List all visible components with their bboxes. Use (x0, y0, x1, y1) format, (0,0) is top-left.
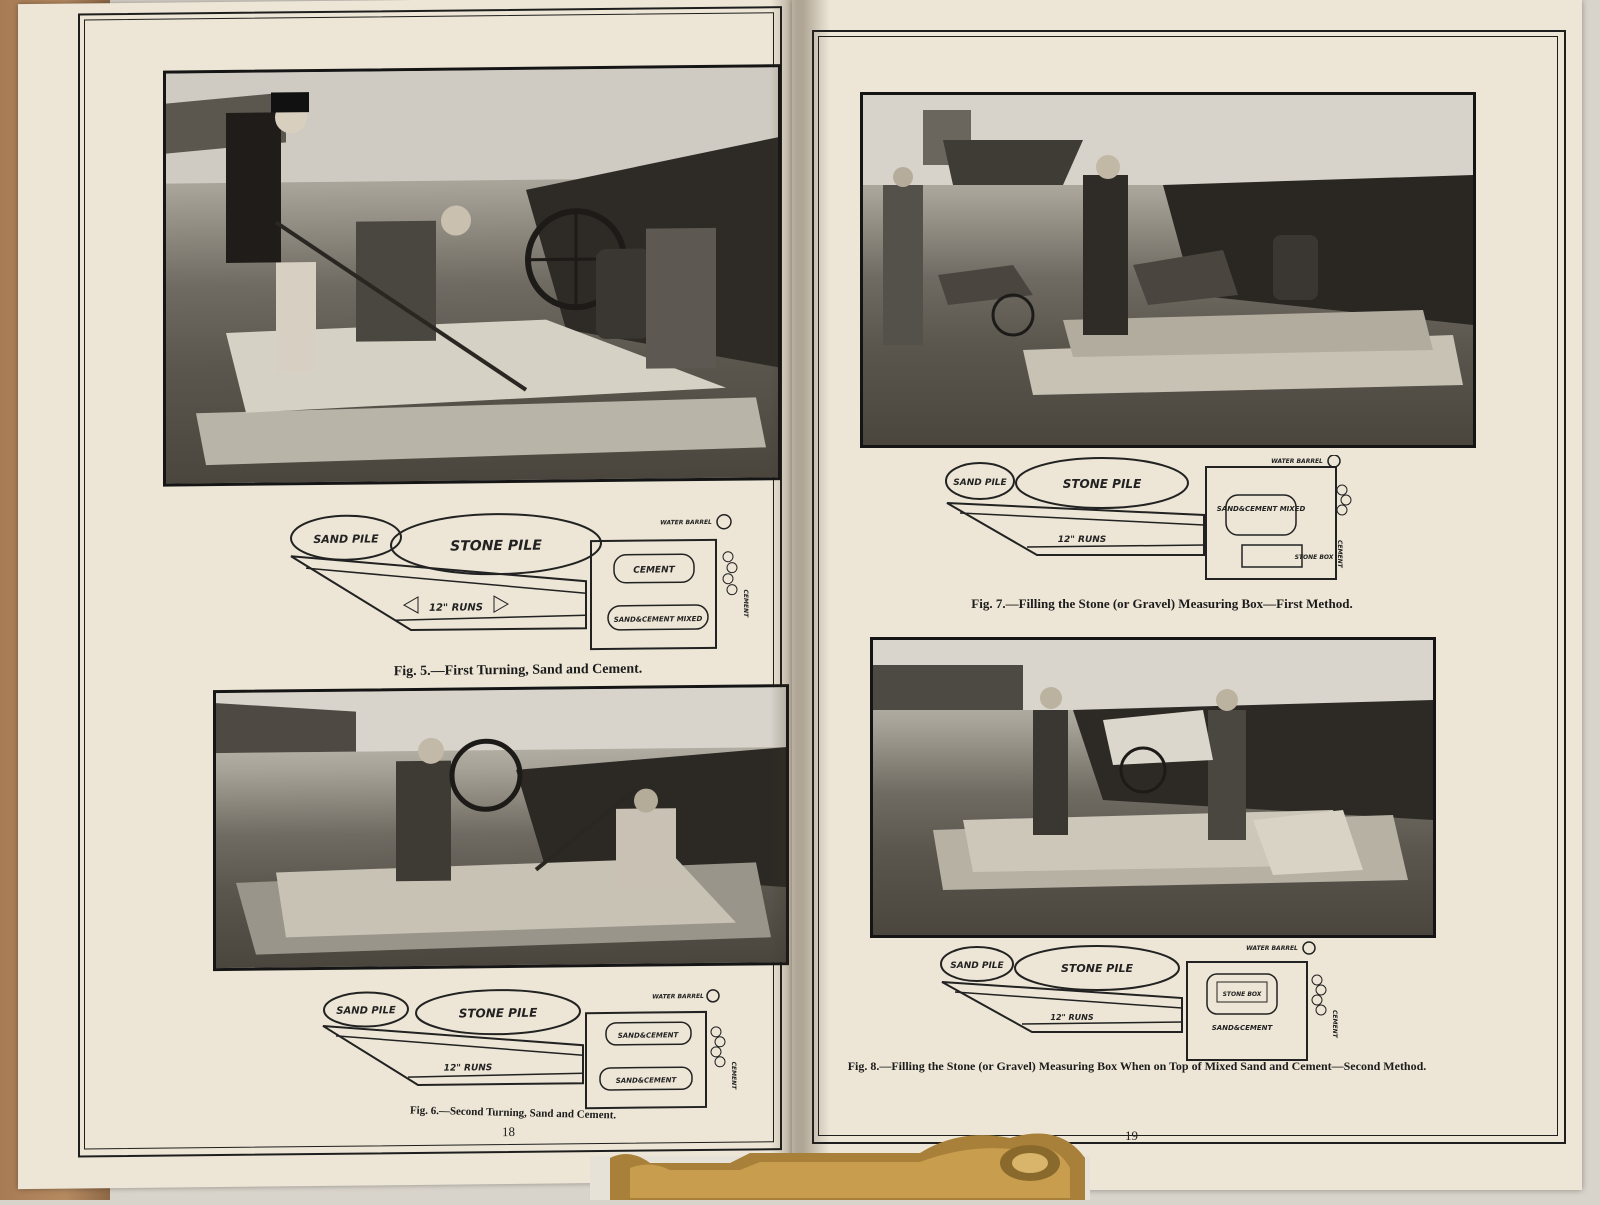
fig7-stone-box-label: STONE BOX (1294, 554, 1334, 561)
fig5-caption: Fig. 5.—First Turning, Sand and Cement. (393, 661, 643, 680)
brass-book-holder (590, 1118, 1090, 1200)
fig8-sand-pile-label: SAND PILE (950, 961, 1004, 971)
fig7-cement-sacks-label: CEMENT (1336, 540, 1343, 568)
fig6-water-barrel-label: WATER BARREL (652, 992, 704, 1001)
fig7-water-barrel-label: WATER BARREL (1271, 458, 1323, 465)
fig8-runs-label: 12" RUNS (1050, 1013, 1094, 1022)
fig8-water-barrel-label: WATER BARREL (1246, 945, 1298, 952)
fig8-sand-cement-label: SAND&CEMENT (1211, 1024, 1273, 1032)
fig6-stone-pile-label: STONE PILE (458, 1005, 538, 1021)
fig6-sand-cement-bottom-label: SAND&CEMENT (615, 1076, 677, 1085)
fig7-sand-cement-mixed-label: SAND&CEMENT MIXED (1216, 505, 1306, 513)
fig8-stone-box-label: STONE BOX (1222, 991, 1262, 998)
fig5-cement-label: CEMENT (633, 565, 675, 576)
fig8-stone-pile-label: STONE PILE (1060, 962, 1134, 975)
fig5-water-barrel-label: WATER BARREL (660, 518, 712, 527)
fig8-caption: Fig. 8.—Filling the Stone (or Gravel) Measuring Box When on Top of Mixed Sand and Cement—Second Method. (847, 1059, 1427, 1073)
fig7-caption: Fig. 7.—Filling the Stone (or Gravel) Measuring Box—First Method. (971, 596, 1353, 611)
fig5-cement-sacks-label: CEMENT (742, 589, 749, 618)
left-page (18, 0, 810, 1189)
fig6-cement-sacks-label: CEMENT (730, 1061, 737, 1090)
fig5-photo (163, 64, 781, 486)
fig7-runs-label: 12" RUNS (1057, 535, 1107, 545)
fig8-photo (870, 637, 1436, 938)
fig5-sand-cement-label: SAND&CEMENT MIXED (613, 614, 703, 624)
fig7-diagram (942, 455, 1352, 595)
fig8-water-barrel-icon (1303, 942, 1315, 954)
fig5-stone-pile-label: STONE PILE (450, 537, 542, 555)
fig5-diagram (286, 501, 756, 656)
fig7-sand-pile-label: SAND PILE (953, 478, 1007, 488)
fig6-diagram (318, 981, 758, 1116)
fig7-stone-pile-label: STONE PILE (1062, 477, 1142, 491)
fig6-sand-cement-top-label: SAND&CEMENT (617, 1031, 679, 1040)
right-page (792, 0, 1582, 1190)
fig5-water-barrel-icon (717, 515, 731, 529)
fig5-sand-pile-label: SAND PILE (313, 532, 379, 547)
fig6-photo (213, 684, 789, 971)
fig6-runs-label: 12" RUNS (443, 1063, 493, 1074)
fig6-water-barrel-icon (707, 990, 719, 1002)
fig5-runs-label: 12" RUNS (429, 602, 483, 614)
fig6-caption: Fig. 6.—Second Turning, Sand and Cement. (409, 1104, 617, 1122)
left-page-number: 18 (502, 1123, 515, 1140)
fig7-water-barrel-icon (1328, 455, 1340, 467)
right-page-number: 19 (1125, 1128, 1138, 1143)
fig6-sand-pile-label: SAND PILE (336, 1005, 396, 1017)
fig8-cement-sacks-label: CEMENT (1331, 1010, 1338, 1038)
fig8-diagram (937, 940, 1347, 1065)
fig7-photo (860, 92, 1476, 448)
